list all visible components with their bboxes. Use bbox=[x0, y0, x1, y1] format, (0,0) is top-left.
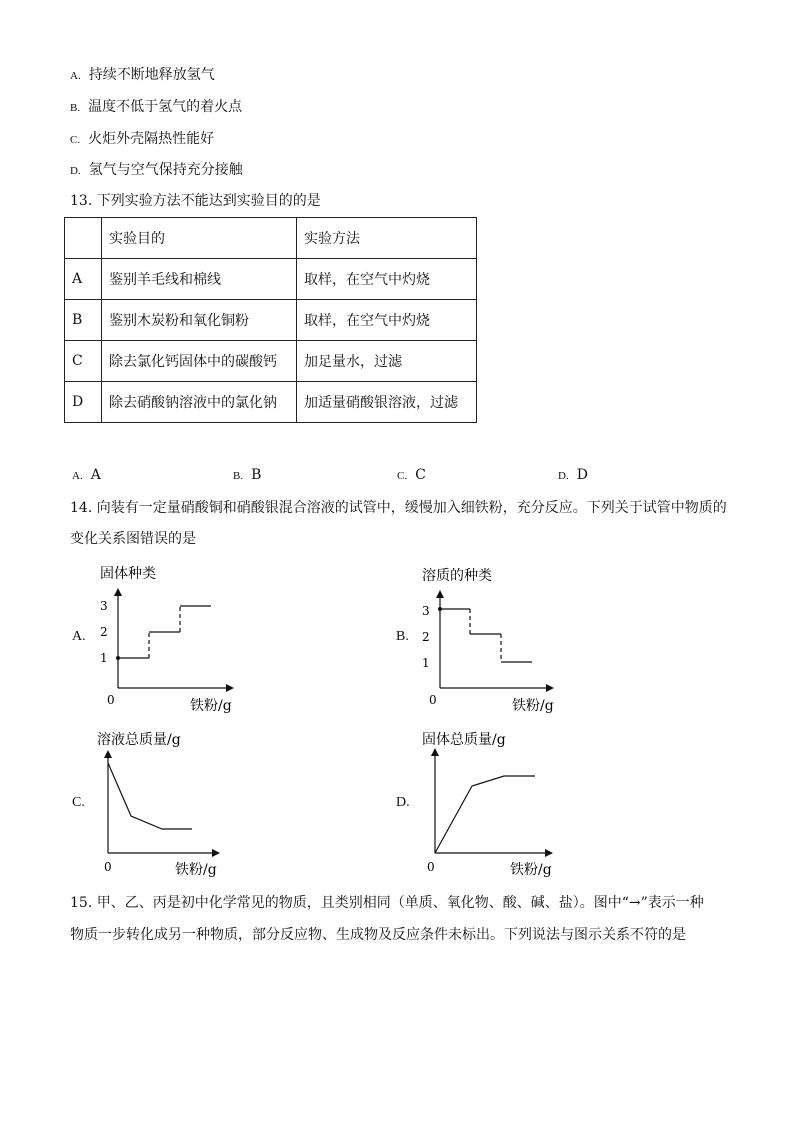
q13-answer-d: D. D bbox=[558, 467, 588, 483]
row-purpose: 除去氯化钙固体中的碳酸钙 bbox=[102, 341, 297, 382]
row-id: D bbox=[65, 382, 102, 423]
graph-d bbox=[422, 731, 552, 878]
graph-c bbox=[97, 731, 218, 878]
q13-answer-b: B. B bbox=[233, 467, 262, 483]
row-purpose: 鉴别木炭粉和氧化铜粉 bbox=[102, 300, 297, 341]
graph-a-option: A. bbox=[72, 629, 86, 644]
graph-a-xlabel: 铁粉/g bbox=[190, 698, 232, 714]
graph-c-curve bbox=[108, 763, 192, 829]
graph-b-ytick-2: 2 bbox=[422, 630, 430, 644]
graph-a-ytick-3: 3 bbox=[100, 599, 108, 613]
q12-option-c: C. 火炬外壳隔热性能好 bbox=[70, 131, 215, 147]
graph-d-xlabel: 铁粉/g bbox=[510, 862, 552, 878]
graph-d-origin: 0 bbox=[427, 860, 435, 874]
graph-b bbox=[422, 567, 554, 714]
row-id: A bbox=[65, 259, 102, 300]
graph-b-ylabel: 溶质的种类 bbox=[422, 568, 492, 584]
graph-a-ylabel: 固体种类 bbox=[100, 566, 156, 582]
q14-stem-line2: 变化关系图错误的是 bbox=[70, 531, 196, 547]
q15-line1: 15. 甲、乙、丙是初中化学常见的物质，且类别相同（单质、氧化物、酸、碱、盐）。图中“→”表示一种 bbox=[70, 895, 704, 911]
row-purpose: 除去硝酸钠溶液中的氯化钠 bbox=[102, 382, 297, 423]
graph-c-origin: 0 bbox=[104, 860, 112, 874]
q13-answer-a: A. A bbox=[72, 467, 101, 483]
graph-c-ylabel: 溶液总质量/g bbox=[97, 732, 181, 748]
table-header-method: 实验方法 bbox=[297, 218, 477, 259]
graph-c-option: C. bbox=[72, 795, 85, 810]
graph-b-xlabel: 铁粉/g bbox=[512, 698, 554, 714]
graph-b-ytick-3: 3 bbox=[422, 604, 430, 618]
row-method: 加足量水，过滤 bbox=[297, 341, 477, 382]
graph-d-ylabel: 固体总质量/g bbox=[422, 732, 506, 748]
row-id: C bbox=[65, 341, 102, 382]
graph-d-option: D. bbox=[396, 795, 410, 810]
graph-a-ytick-2: 2 bbox=[100, 625, 108, 639]
q14-stem-line1: 14. 向装有一定量硝酸铜和硝酸银混合溶液的试管中，缓慢加入细铁粉，充分反应。下列关于试管中物质的 bbox=[70, 500, 727, 516]
graph-c-xlabel: 铁粉/g bbox=[175, 862, 217, 878]
q13-stem: 13. 下列实验方法不能达到实验目的的是 bbox=[70, 193, 321, 209]
graph-b-origin: 0 bbox=[429, 693, 437, 707]
graph-b-option: B. bbox=[396, 629, 409, 644]
row-method: 取样，在空气中灼烧 bbox=[297, 259, 477, 300]
row-method: 取样，在空气中灼烧 bbox=[297, 300, 477, 341]
graph-a bbox=[100, 565, 232, 714]
q13-answer-c: C. C bbox=[397, 467, 426, 483]
graph-b-ytick-1: 1 bbox=[422, 656, 430, 670]
graph-d-curve bbox=[435, 776, 535, 853]
q15-line2: 物质一步转化成另一种物质，部分反应物、生成物及反应条件未标出。下列说法与图示关系不符的是 bbox=[70, 927, 686, 943]
row-id: B bbox=[65, 300, 102, 341]
q12-option-a: A. 持续不断地释放氢气 bbox=[70, 67, 215, 83]
row-method: 加适量硝酸银溶液，过滤 bbox=[297, 382, 477, 423]
q12-option-d: D. 氢气与空气保持充分接触 bbox=[70, 162, 243, 178]
q12-option-b: B. 温度不低于氢气的着火点 bbox=[70, 99, 243, 115]
row-purpose: 鉴别羊毛线和棉线 bbox=[102, 259, 297, 300]
graph-a-ytick-1: 1 bbox=[100, 651, 108, 665]
graph-a-origin: 0 bbox=[107, 693, 115, 707]
table-header-purpose: 实验目的 bbox=[102, 218, 297, 259]
